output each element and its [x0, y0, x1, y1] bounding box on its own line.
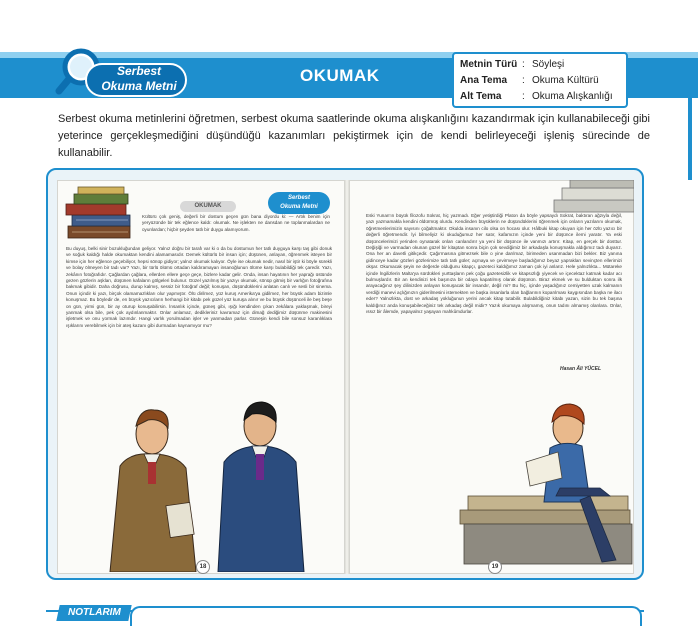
badge-title-line1: Serbest — [116, 64, 162, 78]
page-number-left: 18 — [196, 560, 210, 574]
info-value: Okuma Kültürü — [532, 75, 599, 86]
info-value: Söyleşi — [532, 59, 565, 70]
notes-label: NOTLARIM — [67, 607, 121, 618]
page-title: OKUMAK — [300, 66, 380, 85]
info-separator: : — [522, 75, 525, 86]
notes-area[interactable] — [130, 606, 642, 626]
badge-title-line2: Okuma Metni — [101, 79, 177, 93]
notes-label-tab — [56, 605, 131, 621]
edge-decoration — [688, 60, 698, 180]
right-page-text: Eski Yunan'ın büyük filozofu Sokrat, hiç yazmadı. Eğer yetiştirdiği Platon da böyle yapsaydı Sokrat, baktıran ağzıyla değil, yazı yazmamakla kendini öldürmüş olurdu. Kendinden büyüklerin ne düşündüklerini öğrenmek için onların yazılarını okumak, öğretmenlerimizin sayısını çoğaltmaktır. Okulda insanın cilo olsa on hocası olur. Hâlbuki kitap okuyan için her özlü yazıcı bir değerli öğretmendir. İyi bilmeliyiz ki okuduğumuz her satır, kafamızın içinde yeni bir düşünce ilemi yaratır. Ya eski düşüncelerimizi yerinden oynatarak onları canlandırır ya yeni bir düşünce ile vanmızı artırır. Kitap, en gerçek bir dosttur. Değişiği ve varmadan okunan güzel bir kitaptan sonra biçin çok sevdiğimiz bir arkadaşla konuşmakla aldığımız tadı duyarız. Ona her an davetli gitikçedir. Çağırmasına gitmezsek bile o yine darılmaz, birimeden usanmadan bizi bekler. Biz yanına gidinceye kadar gözleri gözlerimize tatlı tatlı güler; açmaya ve çevirmeye başladığımız beyaz yaprakları sevinçten ellerimizi okşar. Okumacak şeyin ne değerde olduğunu kitapçı, gazeteci kaldığımız zaman çok iyi anlarız. Hele yalnızlıkta... Mütareke içinde İngilizlerin Malta'ya sürdükleri yurttaşların pek çoğu gazetesizlik ve kitapsızlığı yiyecek ve içecektaz katmak kadar acı bulmuşlardır. Bir an kendinizi tek başınıza bir odaya kapatılmış olarak düşünün. Biraz ekmek ve su bulduktan sonra ilk arayacağınız şey dilinizden anlayan konuşacak bir insandır, değil mi? Bu hiç, içinde yaşadığınız cemiyetten uzak kalmanın verdiği manevi açlığınızın giderilmesini istemekten ve başka insanlarla olan bağlarının koparılması kaygısından başka ne ilacı eder? Yalnızlıkta, dost ve arkadaş yokluğunun yerini ancak kitap tutabilir. Bulabildiğiniz kitabı yazan, sizin bu tek başına kaldığınız anda konuşabileceğiniz tek arkadaş değil midir? Yazık okumaya alışmamış, onun tadını almamış olanlara. Onlar, ıssız bir âlemde, yapayalnız yaşayan mahkûmdurlar. — [366, 213, 622, 315]
left-badge-line2: Okuma Metni — [280, 204, 318, 210]
boy-reading-illustration — [440, 392, 634, 572]
left-badge-line1: Serbest — [287, 195, 310, 201]
info-row — [460, 57, 620, 73]
info-value: Okuma Alışkanlığı — [532, 91, 613, 102]
left-page-text-intro: Kültürü çok geniş, değerli bir dostum geçen gün bana diyordu ki: — Artık benim için yeryüzünde bir tek eğlence kaldı: okumak. Ne işlekten ne dansdan ne toplanmalardan ne oyunlardan; hiçbir şeyden tatlı bir duygu alamıyorum. — [142, 214, 330, 232]
info-key: Alt Tema — [460, 91, 502, 102]
info-key: Metnin Türü — [460, 59, 518, 70]
text-info-box — [452, 52, 628, 108]
book-spine — [344, 180, 350, 574]
left-page-badge — [268, 192, 330, 214]
left-page-text-body: Bu duyuş, belki sinir bozukluğundan geliyor. Yalnız doğru bir tarafı var ki o da bu dostumun her tatlı duyguya karşı taş gibi donuk ve soğuk kaldığı halde okumaktan kendini alamamasıdır. Demek kültürlü bir insan için; düşünen, anlayan, öğrenmek isteyen bir kimse için her eğlence geçebiliyor, hepsi sönüp gidiyor; yalnız okumak kalıyor. Öyle ise okumak nedir, nasıl bir iştir ki böyle sürekli ve bolay ölmeyen bir tadı var? Yazı, bir türlü ölümü ortadan kaldıramayan insanoğlunun ölüme karşı bulabildiği tek çaredir. Yazı, zekânın fotoğrafıdır. Çağlardan çağlara, ellerden ellere geçe geçe, bizlere kadar gelir. Onda, insan hayatının her yaprağı üstünde gezen gözlerin aşkları, düşünen kafaların gölgeleri bulunur. Güzel yazılmış bir yazıyı okumak, sönüp gitmiş bir varlığın fotoğrafına bakmak gibidir. Daha doğrusu, durup kalmış, sessiz bir fotoğraf değil; konuşan, düşündüklerini anlatan canlı ve sesli bir sinema. Onun içindir ki yazı, birçok olamamazlıkları olur yapmıştır. Ölü dirilmez, yüz kuruş Amerika'ya gidilmez, her büyük adam bizimle konuşmaz. Bu böyledir de, en büyük yazıcıların herhangi bir kitabı pek güzel yüz kuruşa alınır ve bu büyük düşünceli ile beş beşe on gün, yirmi gün, bir ay oturup konuşabilirsin. İnsanlık içinde, güneş gibi, ışığı kendinden çıkan zekâlara yaklaşmak, bireyi yanmak olsa bile, pek çok aydınlanmaktır. Onlar anlamaz, dedikleriniz kavramaz için dimağ dediğimiz düşünme makinesini işletmek ve onu yormak lazımdır. Hangi varlık yorulmadan işler ve yanmadan parlar. Güneşin kendi bile sonsuz karanlıklara ışıklarını verebilmek için bir ateş kazanı gibi durmadan kaynamıyor mu? — [66, 246, 332, 328]
info-separator: : — [522, 91, 525, 102]
right-books-illustration — [548, 180, 634, 214]
author-signature: Hasan Âli YÜCEL — [560, 366, 602, 372]
page-number-right: 19 — [488, 560, 502, 574]
info-row — [460, 89, 620, 105]
badge-title — [95, 64, 183, 94]
left-page-title-tag: OKUMAK — [180, 201, 236, 212]
info-row — [460, 73, 620, 89]
books-stack-illustration — [64, 186, 140, 242]
intro-paragraph: Serbest okuma metinlerini öğretmen, serbest okuma saatlerinde okuma alışkanlığını kazandırmak için kullanabileceği gibi yeterince gerçekleşmediğini düşündüğü kazanımları pekiştirmek için de kendi belirleyeceği işleniş sürecinde de kullanabilir. — [58, 113, 650, 159]
info-separator: : — [522, 59, 525, 70]
two-men-illustration — [90, 396, 330, 572]
info-key: Ana Tema — [460, 75, 508, 86]
serbest-okuma-badge — [55, 45, 185, 101]
